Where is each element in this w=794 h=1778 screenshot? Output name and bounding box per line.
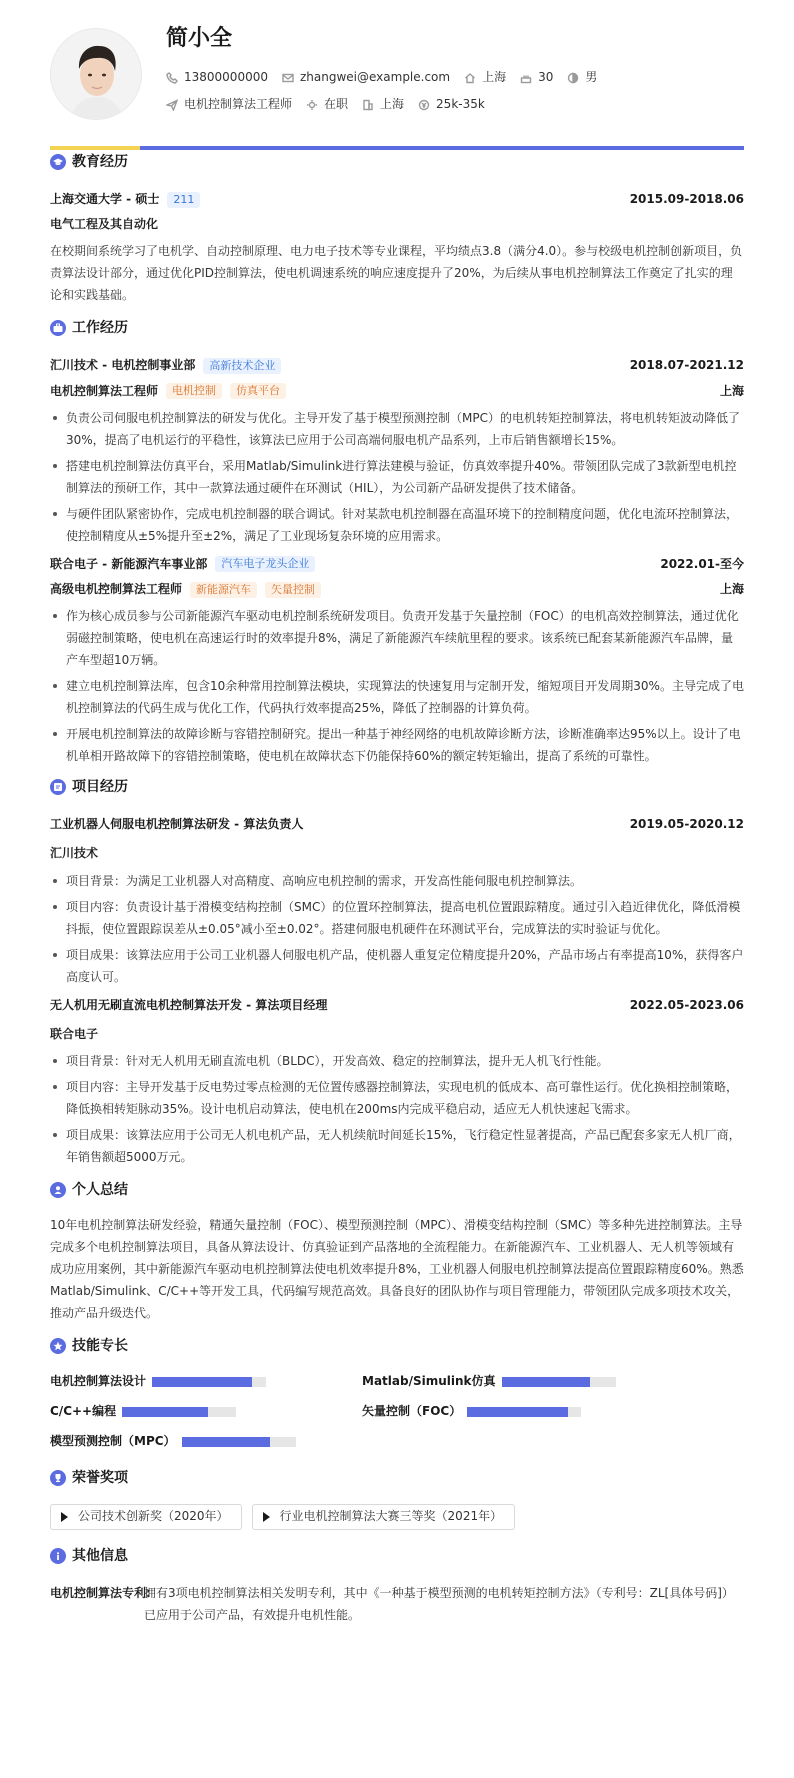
awards-list — [50, 1504, 744, 1530]
work-section — [50, 314, 744, 767]
phone-icon — [166, 72, 178, 84]
info-icon — [50, 1548, 66, 1564]
project-name: 无人机用无刷直流电机控制算法开发 - 算法项目经理 — [50, 997, 328, 1012]
skill-name: 模型预测控制（MPC） — [50, 1434, 176, 1449]
project-date: 2022.05-2023.06 — [629, 997, 744, 1012]
education-section — [50, 148, 744, 306]
role-tag: 仿真平台 — [230, 383, 286, 399]
project-bullets — [50, 1050, 744, 1168]
project-row — [50, 996, 744, 1015]
project-icon — [50, 779, 66, 795]
projects-section — [50, 773, 744, 1168]
project-row — [50, 815, 744, 834]
gender-item — [567, 68, 597, 87]
skill-fill — [182, 1437, 271, 1447]
skill-name: C/C++编程 — [50, 1404, 117, 1419]
list-item: 与硬件团队紧密协作，完成电机控制器的联合调试。针对某款电机控制器在高温环境下的控制精度问题，优化电流环控制算法，使控制精度从±5%提升至±2%，满足了工业现场复杂环境的应用需求。 — [50, 503, 744, 547]
project-date: 2019.05-2020.12 — [629, 817, 744, 832]
skill-icon — [50, 1338, 66, 1354]
company-tag: 汽车电子龙头企业 — [215, 556, 315, 572]
list-item: 搭建电机控制算法仿真平台，采用Matlab/Simulink进行算法建模与验证，仿真效率提升40%。带领团队完成了3款新型电机控制算法的预研工作，其中一款算法通过硬件在环测试（HIL），为公司新产品研发提供了技术储备。 — [50, 455, 744, 499]
cake-icon — [520, 72, 532, 84]
list-item: 开展电机控制算法的故障诊断与容错控制研究。提出一种基于神经网络的电机故障诊断方法，诊断准确率达95%以上。设计了电机单相开路故障下的容错控制策略，使电机在故障状态下仍能保持60%的额定转矩输出，提高了系统的可靠性。 — [50, 723, 744, 767]
skill-bar — [122, 1407, 236, 1417]
job-company: 汇川技术 - 电机控制事业部 高新技术企业 — [50, 356, 281, 375]
education-desc: 在校期间系统学习了电机学、自动控制原理、电力电子技术等专业课程，平均绩点3.8（满分4.0）。参与校级电机控制创新项目，负责算法设计部分，通过优化PID控制算法，使电机调速系统的响应速度提升了20%，为后续从事电机控制算法工作奠定了扎实的理论和实践基础。 — [50, 244, 743, 303]
contact-row — [166, 68, 611, 87]
triangle-right-icon — [61, 1512, 68, 1522]
skill-bar — [502, 1377, 616, 1387]
award-item: 公司技术创新奖（2020年） — [50, 1504, 242, 1530]
job-location: 上海 — [719, 383, 744, 398]
skill-fill — [467, 1407, 567, 1417]
list-item: 项目内容：负责设计基于滑模变结构控制（SMC）的位置环控制算法，提高电机位置跟踪精度。通过引入趋近律优化，降低滑模抖振，使位置跟踪误差从±0.05°减小至±0.02°。搭建伺服电机硬件在环测试平台，完成算法的实时验证与优化。 — [50, 896, 744, 940]
projects-heading: 项目经历 — [50, 773, 744, 801]
salary-value: 25k-35k — [436, 97, 485, 111]
skill-item — [50, 1400, 362, 1424]
awards-heading: 荣誉奖项 — [50, 1464, 744, 1492]
salary-icon — [418, 99, 430, 111]
triangle-right-icon — [263, 1512, 270, 1522]
city-item — [464, 68, 506, 87]
skill-item — [50, 1370, 362, 1394]
skill-bar — [182, 1437, 296, 1447]
work-heading: 工作经历 — [50, 314, 744, 342]
list-item: 负责公司伺服电机控制算法的研发与优化。主导开发了基于模型预测控制（MPC）的电机转矩控制算法，将电机转矩波动降低了30%，提高了电机运行的平稳性，该算法已应用于公司高端伺服电机产品系列，上市后销售额增长15%。 — [50, 407, 744, 451]
trophy-icon — [50, 1470, 66, 1486]
briefcase-icon — [50, 320, 66, 336]
skill-bar — [467, 1407, 581, 1417]
education-heading: 教育经历 — [50, 148, 744, 176]
summary-heading: 个人总结 — [50, 1176, 744, 1204]
project-org: 汇川技术 — [50, 846, 99, 861]
graduation-cap-icon — [50, 154, 66, 170]
gender-icon — [567, 72, 579, 84]
job-date: 2022.01-至今 — [660, 556, 744, 571]
job-bullets — [50, 407, 744, 547]
school-name: 上海交通大学 - 硕士 211 — [50, 190, 200, 209]
city-value: 上海 — [482, 70, 507, 84]
salary-item — [418, 95, 485, 114]
list-item: 项目成果：该算法应用于公司无人机电机产品，无人机续航时间延长15%，飞行稳定性显著提高，产品已配套多家无人机厂商，年销售额超5000万元。 — [50, 1124, 744, 1168]
summary-text: 10年电机控制算法研发经验，精通矢量控制（FOC）、模型预测控制（MPC）、滑模变结构控制（SMC）等多种先进控制算法。主导完成多个电机控制算法项目，具备从算法设计、仿真验证到产品落地的全流程能力。在新能源汽车、工业机器人、无人机等领域有成功应用案例，其中新能源汽车驱动电机控制算法使电机效率提升8%，工业机器人伺服电机控制算法提高位置跟踪精度60%。熟悉Matlab/Simulink、C/C++等开发工具，代码编写规范高效。具备良好的团队协作与项目管理能力，带领团队完成多项技术攻关，推动产品升级迭代。 — [50, 1217, 744, 1320]
role-tag: 新能源汽车 — [190, 582, 257, 598]
status-item — [306, 95, 348, 114]
skills-heading: 技能专长 — [50, 1332, 744, 1360]
phone-value: 13800000000 — [184, 70, 268, 84]
status-icon — [306, 99, 318, 111]
job-location: 上海 — [719, 581, 744, 596]
target-city-item — [362, 95, 404, 114]
job-role: 电机控制算法工程师 电机控制 仿真平台 — [50, 382, 286, 401]
project-bullets — [50, 870, 744, 988]
building-icon — [362, 99, 374, 111]
send-icon — [166, 99, 178, 111]
other-section — [50, 1542, 744, 1626]
skill-item — [362, 1400, 674, 1424]
other-label: 电机控制算法专利: — [50, 1585, 151, 1600]
job-row — [50, 356, 744, 375]
job-title-value: 电机控制算法工程师 — [184, 97, 293, 111]
skills-grid — [50, 1370, 744, 1454]
skill-fill — [122, 1407, 208, 1417]
skill-bar — [152, 1377, 266, 1387]
education-major: 电气工程及其自动化 — [50, 217, 159, 232]
job-role: 高级电机控制算法工程师 新能源汽车 矢量控制 — [50, 580, 321, 599]
role-tag: 电机控制 — [166, 383, 222, 399]
project-name: 工业机器人伺服电机控制算法研发 - 算法负责人 — [50, 817, 304, 832]
awards-section — [50, 1464, 744, 1530]
header-divider — [50, 146, 744, 150]
skills-section — [50, 1332, 744, 1454]
mail-icon — [282, 72, 294, 84]
skill-item — [362, 1370, 674, 1394]
candidate-name: 简小全 — [166, 26, 233, 51]
list-item: 项目背景：针对无人机用无刷直流电机（BLDC），开发高效、稳定的控制算法，提升无人机飞行性能。 — [50, 1050, 744, 1072]
job-role-row — [50, 382, 744, 401]
other-text: 拥有3项电机控制算法相关发明专利，其中《一种基于模型预测的电机转矩控制方法》（专利号：ZL[具体号码]）已应用于公司产品，有效提升电机性能。 — [144, 1585, 734, 1622]
summary-section — [50, 1176, 744, 1324]
home-icon — [464, 72, 476, 84]
list-item: 建立电机控制算法库，包含10余种常用控制算法模块，实现算法的快速复用与定制开发，缩短项目开发周期30%。主导完成了电机控制算法的代码生成与优化工作，代码执行效率提高25%，降低了控制器的计算负荷。 — [50, 675, 744, 719]
project-org: 联合电子 — [50, 1026, 99, 1041]
school-tag: 211 — [167, 192, 200, 208]
target-city-value: 上海 — [380, 97, 405, 111]
phone-item — [166, 68, 268, 87]
gender-value: 男 — [585, 70, 598, 84]
list-item: 作为核心成员参与公司新能源汽车驱动电机控制系统研发项目。负责开发基于矢量控制（FOC）的电机高效控制算法，通过优化弱磁控制策略，使电机在高速运行时的效率提升8%，满足了新能源汽车续航里程的要求。该系统已配套某新能源汽车品牌，量产车型超10万辆。 — [50, 605, 744, 671]
job-company: 联合电子 - 新能源汽车事业部 汽车电子龙头企业 — [50, 555, 315, 574]
other-row — [50, 1582, 744, 1626]
job-row — [166, 95, 499, 114]
age-value: 30 — [538, 70, 554, 84]
list-item: 项目背景：为满足工业机器人对高精度、高响应电机控制的需求，开发高性能伺服电机控制算法。 — [50, 870, 744, 892]
education-date: 2015.09-2018.06 — [629, 192, 744, 206]
skill-fill — [502, 1377, 591, 1387]
email-item — [282, 68, 450, 87]
education-row — [50, 190, 744, 209]
job-row — [50, 555, 744, 574]
list-item: 项目成果：该算法应用于公司工业机器人伺服电机产品，使机器人重复定位精度提升20%，产品市场占有率提高10%，获得客户高度认可。 — [50, 944, 744, 988]
skill-name: Matlab/Simulink仿真 — [362, 1374, 496, 1389]
skill-name: 电机控制算法设计 — [50, 1374, 147, 1389]
job-title-item — [166, 95, 292, 114]
avatar — [50, 28, 142, 120]
skill-item — [50, 1430, 362, 1454]
skill-name: 矢量控制（FOC） — [362, 1404, 462, 1419]
award-item: 行业电机控制算法大赛三等奖（2021年） — [252, 1504, 516, 1530]
role-tag: 矢量控制 — [265, 582, 321, 598]
list-item: 项目内容：主导开发基于反电势过零点检测的无位置传感器控制算法，实现电机的低成本、高可靠性运行。优化换相控制策略，降低换相转矩脉动35%。设计电机启动算法，使电机在200ms内完成平稳启动，适应无人机快速起飞需求。 — [50, 1076, 744, 1120]
company-tag: 高新技术企业 — [203, 358, 281, 374]
resume-header — [50, 0, 744, 148]
age-item — [520, 68, 553, 87]
status-value: 在职 — [324, 97, 349, 111]
user-icon — [50, 1182, 66, 1198]
job-date: 2018.07-2021.12 — [629, 358, 744, 373]
job-bullets — [50, 605, 744, 767]
other-heading: 其他信息 — [50, 1542, 744, 1570]
skill-fill — [152, 1377, 252, 1387]
job-role-row — [50, 580, 744, 599]
email-value: zhangwei@example.com — [299, 70, 451, 84]
